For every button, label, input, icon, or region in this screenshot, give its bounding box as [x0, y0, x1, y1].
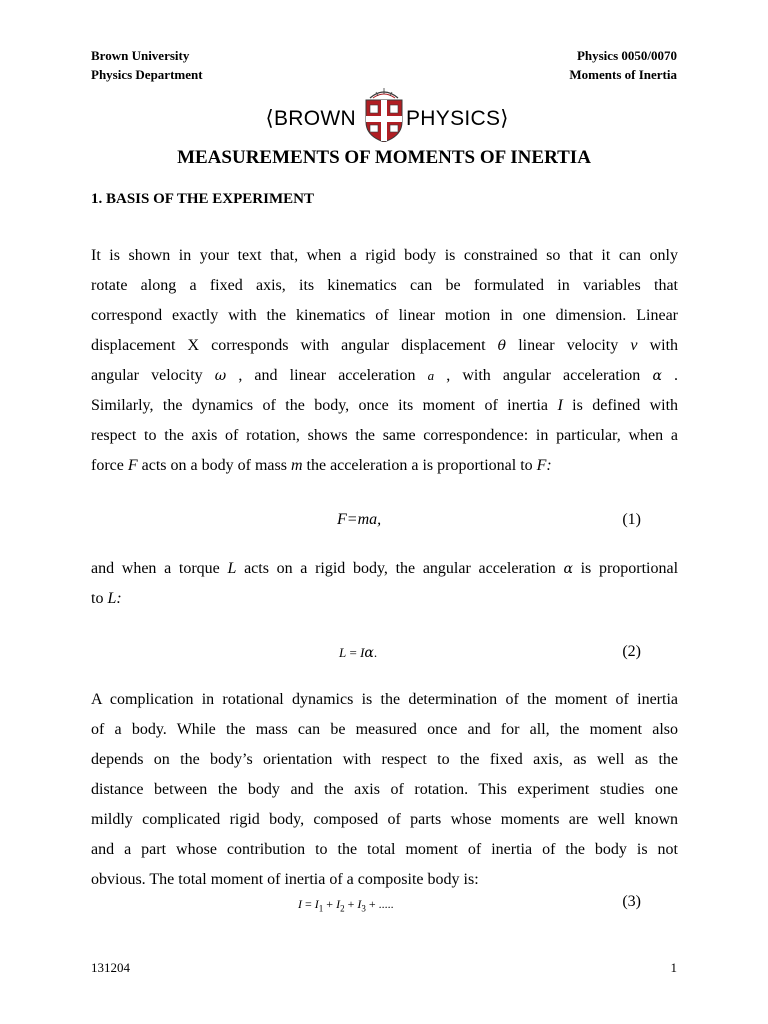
L-symbol: L [227, 560, 237, 577]
text-line: respect to the axis of rotation, shows the same correspondence: in particular, when a [91, 427, 678, 444]
theta-symbol: θ [497, 338, 507, 354]
L-symbol: L: [107, 590, 122, 607]
shield-icon [366, 88, 402, 142]
text-line: correspond exactly with the kinematics of linear motion in one dimension. Linear [91, 307, 678, 324]
text-line [91, 391, 678, 421]
text-line: It is shown in your text that, when a rigid body is constrained so that it can only [91, 247, 678, 264]
plus-sign: + [344, 897, 358, 911]
text-line [91, 331, 678, 361]
header-course: Physics 0050/0070 [576, 48, 677, 63]
text-segment: with [649, 337, 679, 354]
plus-sign: + [323, 897, 337, 911]
paragraph-basis [91, 241, 678, 481]
section-heading: 1. BASIS OF THE EXPERIMENT [91, 191, 314, 207]
text-segment: Similarly, the dynamics of the body, once its moment of inertia [91, 397, 549, 414]
a-symbol: a [427, 368, 435, 383]
alpha-symbol: α [364, 645, 374, 661]
paragraph-torque [91, 554, 678, 614]
period: . [373, 645, 378, 660]
brown-shield-logo [0, 86, 768, 142]
equation-2-lhs: L [339, 645, 347, 660]
text-line [91, 584, 678, 614]
equation-1 [337, 511, 381, 529]
I-symbol: I [557, 397, 563, 414]
equation-2 [339, 645, 377, 661]
equals-sign: = [302, 897, 315, 911]
equation-1-text: F=ma, [337, 511, 382, 528]
paragraph-complication [91, 685, 678, 895]
header-left [91, 46, 203, 84]
F-symbol: F [127, 457, 138, 474]
alpha-symbol: α [563, 561, 573, 577]
header-department: Physics Department [91, 67, 203, 82]
m-symbol: m [290, 457, 303, 474]
text-segment: acts on a body of mass [141, 457, 287, 474]
I-symbol: I [336, 897, 341, 911]
page-number: 1 [670, 960, 677, 975]
subscript: 2 [340, 903, 345, 914]
text-segment: linear velocity [518, 337, 619, 354]
text-line: of a body. While the mass can be measured once and for all, the moment also [91, 721, 678, 738]
text-segment: and when a torque [91, 560, 220, 577]
text-segment: force [91, 457, 124, 474]
text-segment: angular velocity [91, 367, 203, 384]
header-topic: Moments of Inertia [569, 67, 677, 82]
text-segment: is proportional [580, 560, 679, 577]
text-line: and a part whose contribution to the total moment of inertia of the body is not [91, 841, 678, 858]
text-segment: is defined with [572, 397, 679, 414]
logo-physics-text: PHYSICS⟩ [406, 107, 509, 130]
text-line [91, 451, 678, 481]
text-line: obvious. The total moment of inertia of a composite body is: [91, 871, 479, 888]
text-line: A complication in rotational dynamics is the determination of the moment of inertia [91, 691, 678, 708]
equation-3 [298, 897, 394, 913]
v-symbol: v [630, 337, 638, 354]
alpha-symbol: α [652, 368, 662, 384]
I-symbol: I [298, 897, 302, 911]
header-right [569, 46, 677, 84]
I-symbol: I [357, 897, 362, 911]
omega-symbol: ω [214, 368, 227, 384]
I-symbol: I [314, 897, 319, 911]
document-title: MEASUREMENTS OF MOMENTS OF INERTIA [177, 147, 591, 168]
I-symbol: I [360, 645, 365, 660]
text-segment: . [674, 367, 679, 384]
equation-3-number: (3) [622, 893, 641, 910]
logo-brown-text: ⟨BROWN [265, 107, 356, 130]
ellipsis: + ..... [365, 897, 394, 911]
text-line: rotate along a fixed axis, its kinematics can be formulated in variables that [91, 277, 678, 294]
subscript: 3 [361, 903, 366, 914]
text-segment: , with angular acceleration [446, 367, 641, 384]
text-segment: the acceleration a is proportional to [306, 457, 533, 474]
text-segment: , and linear acceleration [238, 367, 416, 384]
subscript: 1 [318, 903, 324, 914]
equation-2-number: (2) [622, 643, 641, 660]
text-segment: acts on a rigid body, the angular acceleration [244, 560, 556, 577]
equals-sign: = [346, 645, 361, 660]
text-segment: to [91, 590, 104, 607]
text-line [91, 554, 678, 584]
text-line [91, 361, 678, 391]
text-segment: displacement X corresponds with angular displacement [91, 337, 486, 354]
text-line: depends on the body’s orientation with respect to the fixed axis, as well as the [91, 751, 678, 768]
text-line: distance between the body and the axis of rotation. This experiment studies one [91, 781, 678, 798]
F-symbol: F: [536, 457, 552, 474]
header-university: Brown University [91, 48, 190, 63]
equation-1-number: (1) [622, 511, 641, 528]
footer-code: 131204 [91, 960, 130, 975]
text-line: mildly complicated rigid body, composed of parts whose moments are well known [91, 811, 678, 828]
